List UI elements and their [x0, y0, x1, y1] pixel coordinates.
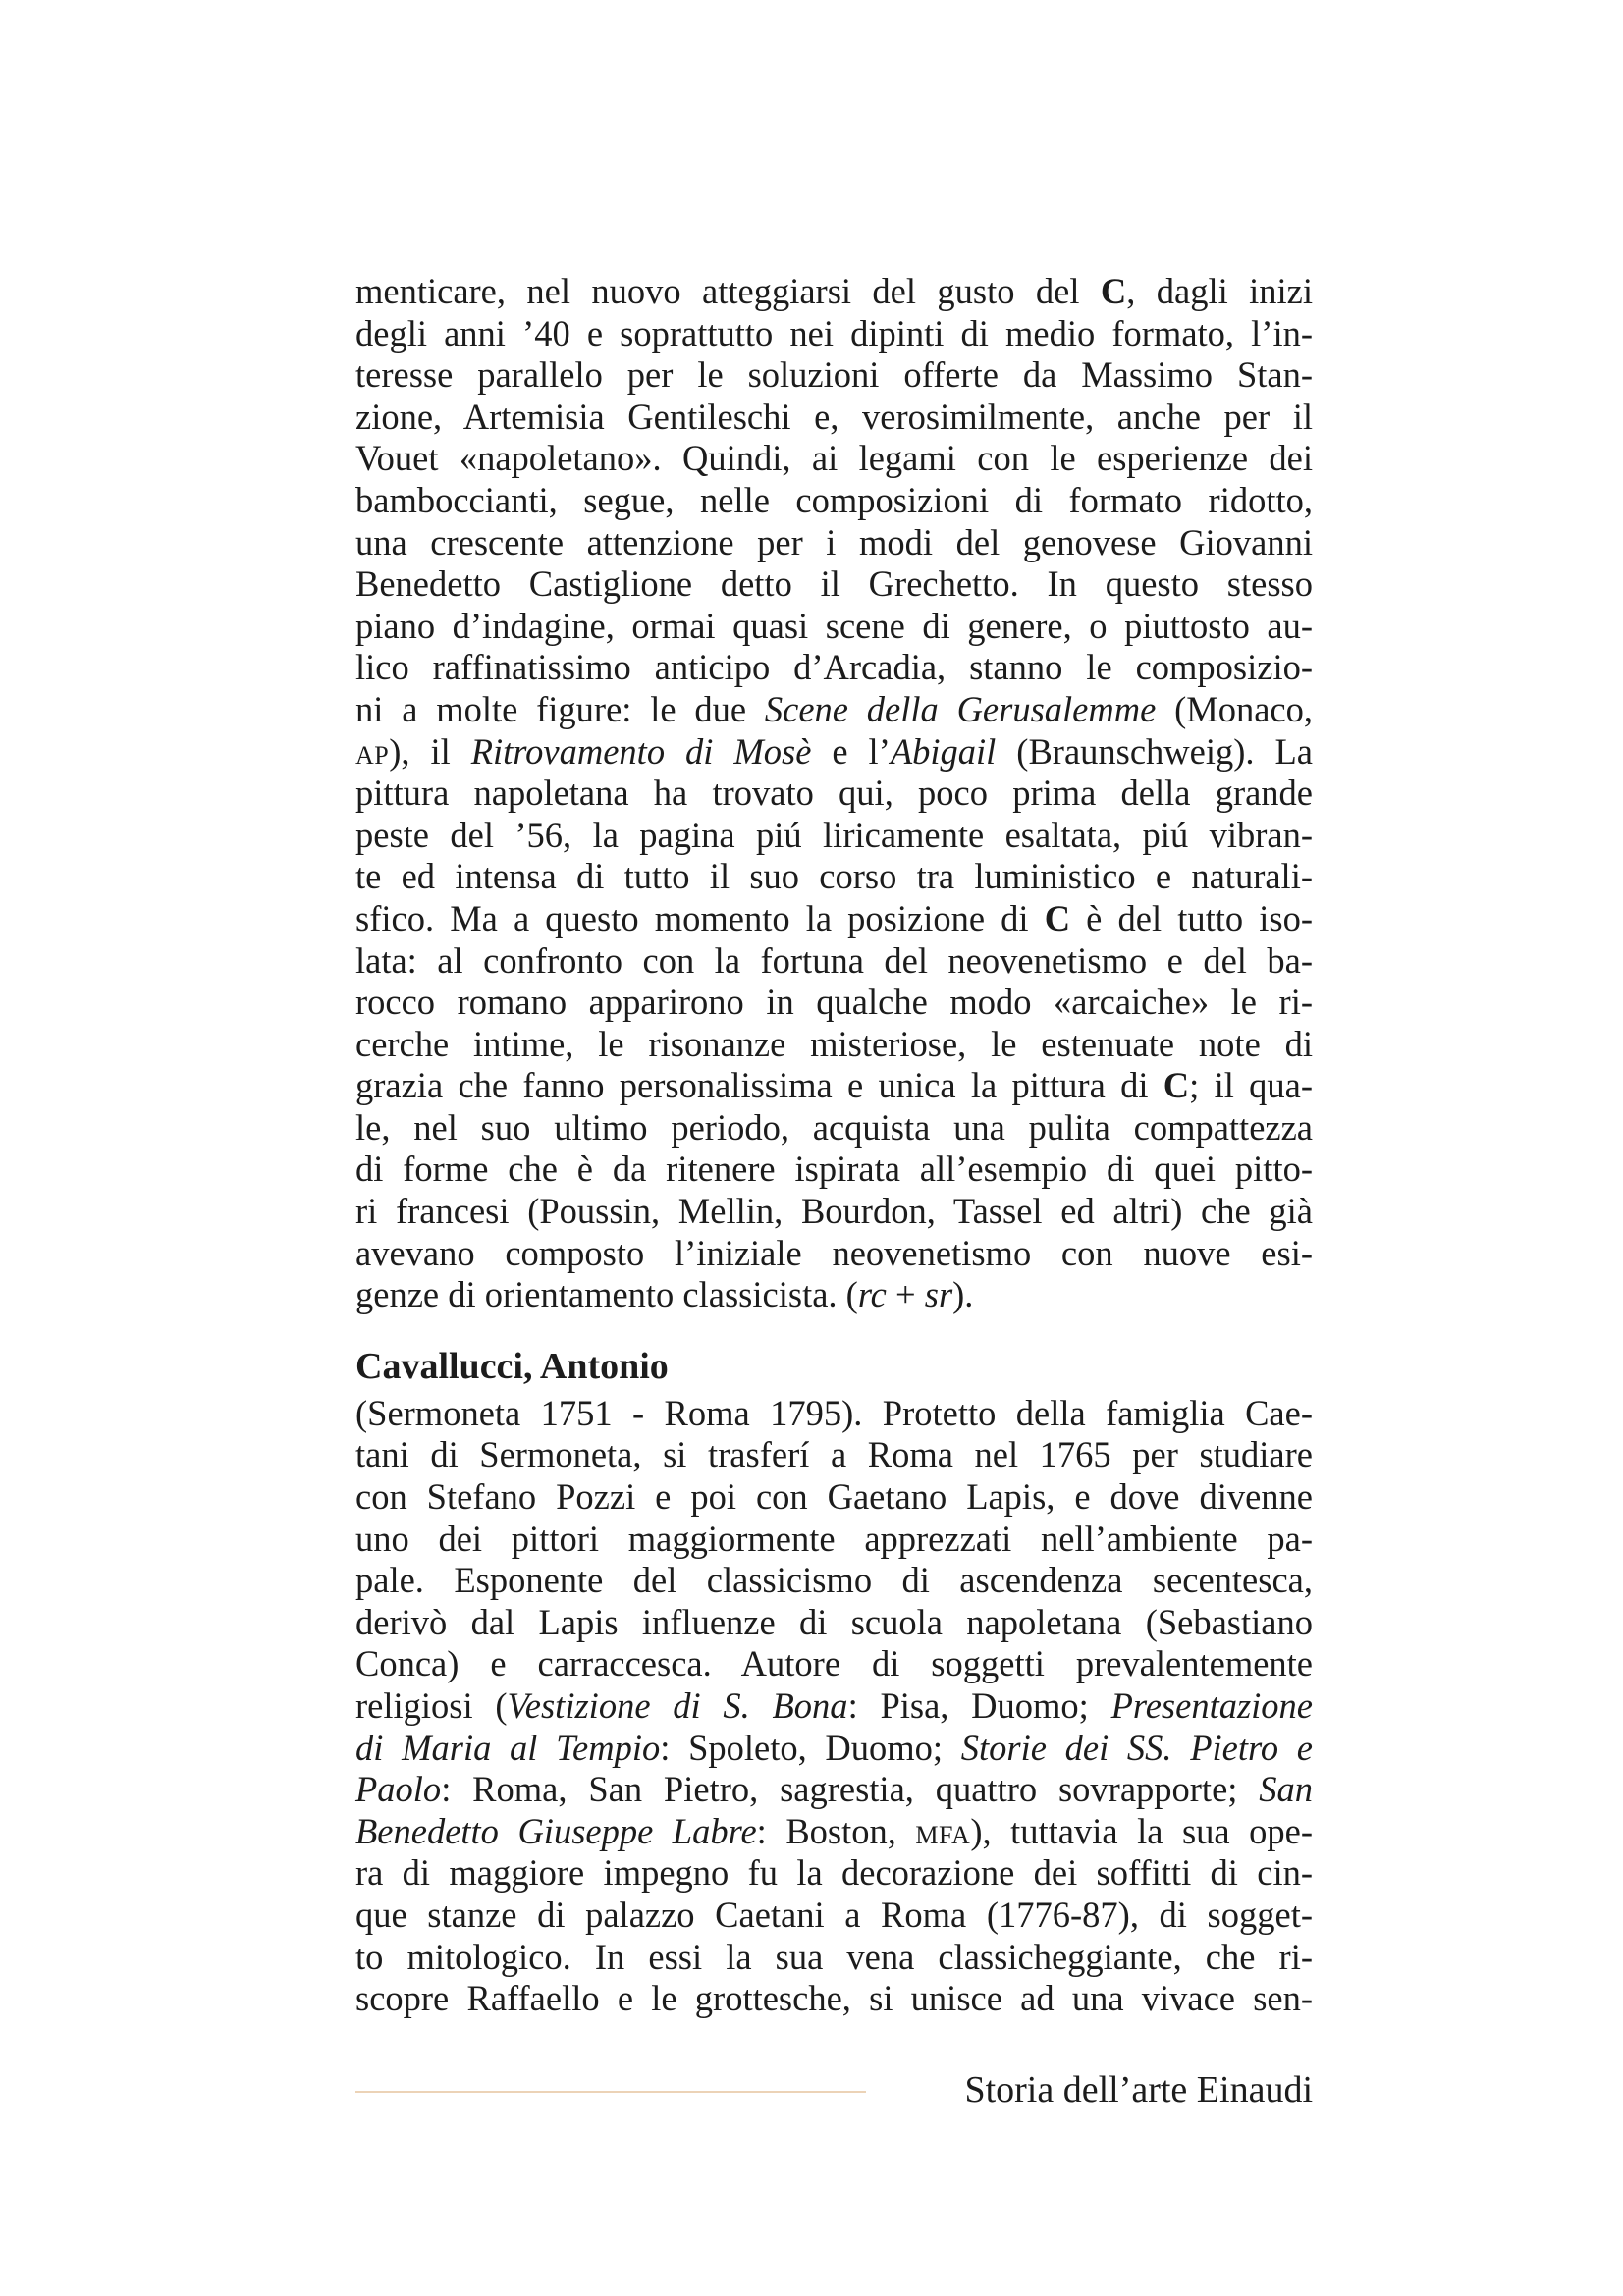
entry-continuation-line: bamboccianti, segue, nelle composizioni di formato ridotto,	[355, 479, 1313, 520]
entry-body-line: di Maria al Tempio: Spoleto, Duomo; Storie dei SS. Pietro e	[355, 1727, 1313, 1768]
entry-continuation-line: teresse parallelo per le soluzioni offerte da Massimo Stan-	[355, 354, 1313, 396]
entry-continuation-line: le, nel suo ultimo periodo, acquista una pulita compattezza	[355, 1106, 1313, 1148]
entry-continuation-line: avevano composto l’iniziale neovenetismo con nuove esi-	[355, 1232, 1313, 1273]
entry-body-line: con Stefano Pozzi e poi con Gaetano Lapis, e dove divenne	[355, 1476, 1313, 1518]
entry-continuation-line: menticare, nel nuovo atteggiarsi del gusto del C, dagli inizi	[355, 271, 1313, 311]
entry-body-line: tani di Sermoneta, si trasferí a Roma nel 1765 per studiare	[355, 1434, 1313, 1475]
entry-body-paragraph	[355, 1393, 1313, 2020]
entry-body-line: scopre Raffaello e le grottesche, si unisce ad una vivace sen-	[355, 1978, 1313, 2019]
entry-continuation-line: rocco romano apparirono in qualche modo «arcaiche» le ri-	[355, 982, 1313, 1023]
entry-continuation-line: ri francesi (Poussin, Mellin, Bourdon, Tassel ed altri) che già	[355, 1191, 1313, 1232]
entry-heading: Cavallucci, Antonio	[355, 1345, 669, 1387]
entry-continuation-line: di forme che è da ritenere ispirata all’esempio di quei pitto-	[355, 1148, 1313, 1190]
entry-continuation-line: Vouet «napoletano». Quindi, ai legami con le esperienze dei	[355, 438, 1313, 479]
entry-continuation-line: lata: al confronto con la fortuna del neovenetismo e del ba-	[355, 939, 1313, 981]
entry-body-line: ra di maggiore impegno fu la decorazione dei soffitti di cin-	[355, 1852, 1313, 1894]
footer-rule	[355, 2091, 866, 2093]
entry-continuation-line: ap), il Ritrovamento di Mosè e l’Abigail (Braunschweig). La	[355, 730, 1313, 772]
footer-title: Storia dell’arte Einaudi	[964, 2069, 1313, 2110]
entry-continuation-paragraph	[355, 271, 1313, 1316]
entry-continuation-line: ni a molte figure: le due Scene della Gerusalemme (Monaco,	[355, 688, 1313, 729]
page-content	[355, 271, 1313, 2020]
entry-continuation-line: grazia che fanno personalissima e unica la pittura di C; il qua-	[355, 1065, 1313, 1106]
entry-continuation-line: cerche intime, le risonanze misteriose, le estenuate note di	[355, 1023, 1313, 1064]
entry-body-line: pale. Esponente del classicismo di ascendenza secentesca,	[355, 1560, 1313, 1601]
entry-continuation-line: genze di orientamento classicista. (rc + sr).	[355, 1274, 974, 1315]
entry-continuation-line: una crescente attenzione per i modi del genovese Giovanni	[355, 521, 1313, 562]
entry-continuation-line: piano d’indagine, ormai quasi scene di genere, o piuttosto au-	[355, 605, 1313, 646]
entry-continuation-line: Benedetto Castiglione detto il Grechetto. In questo stesso	[355, 563, 1313, 605]
page-footer	[355, 2067, 1313, 2116]
entry-continuation-line: degli anni ’40 e soprattutto nei dipinti di medio formato, l’in-	[355, 312, 1313, 353]
entry-body-line: religiosi (Vestizione di S. Bona: Pisa, Duomo; Presentazione	[355, 1685, 1313, 1726]
entry-body-line: Benedetto Giuseppe Labre: Boston, mfa), tuttavia la sua ope-	[355, 1810, 1313, 1851]
entry-continuation-line: sfico. Ma a questo momento la posizione di C è del tutto iso-	[355, 897, 1313, 938]
entry-continuation-line: lico raffinatissimo anticipo d’Arcadia, stanno le composizio-	[355, 647, 1313, 688]
entry-body-line: que stanze di palazzo Caetani a Roma (1776-87), di sogget-	[355, 1894, 1313, 1935]
entry-body-line: derivò dal Lapis influenze di scuola napoletana (Sebastiano	[355, 1601, 1313, 1642]
entry-body-line: Paolo: Roma, San Pietro, sagrestia, quattro sovrapporte; San	[355, 1769, 1313, 1810]
entry-body-line: (Sermoneta 1751 - Roma 1795). Protetto della famiglia Cae-	[355, 1392, 1313, 1433]
entry-continuation-line: zione, Artemisia Gentileschi e, verosimilmente, anche per il	[355, 396, 1313, 437]
entry-continuation-line: peste del ’56, la pagina piú liricamente esaltata, piú vibran-	[355, 814, 1313, 855]
entry-continuation-line: te ed intensa di tutto il suo corso tra luministico e naturali-	[355, 856, 1313, 897]
entry-body-line: Conca) e carraccesca. Autore di soggetti prevalentemente	[355, 1643, 1313, 1684]
entry-body-line: to mitologico. In essi la sua vena classicheggiante, che ri-	[355, 1936, 1313, 1977]
entry-body-line: uno dei pittori maggiormente apprezzati nell’ambiente pa-	[355, 1518, 1313, 1559]
entry-continuation-line: pittura napoletana ha trovato qui, poco prima della grande	[355, 773, 1313, 814]
